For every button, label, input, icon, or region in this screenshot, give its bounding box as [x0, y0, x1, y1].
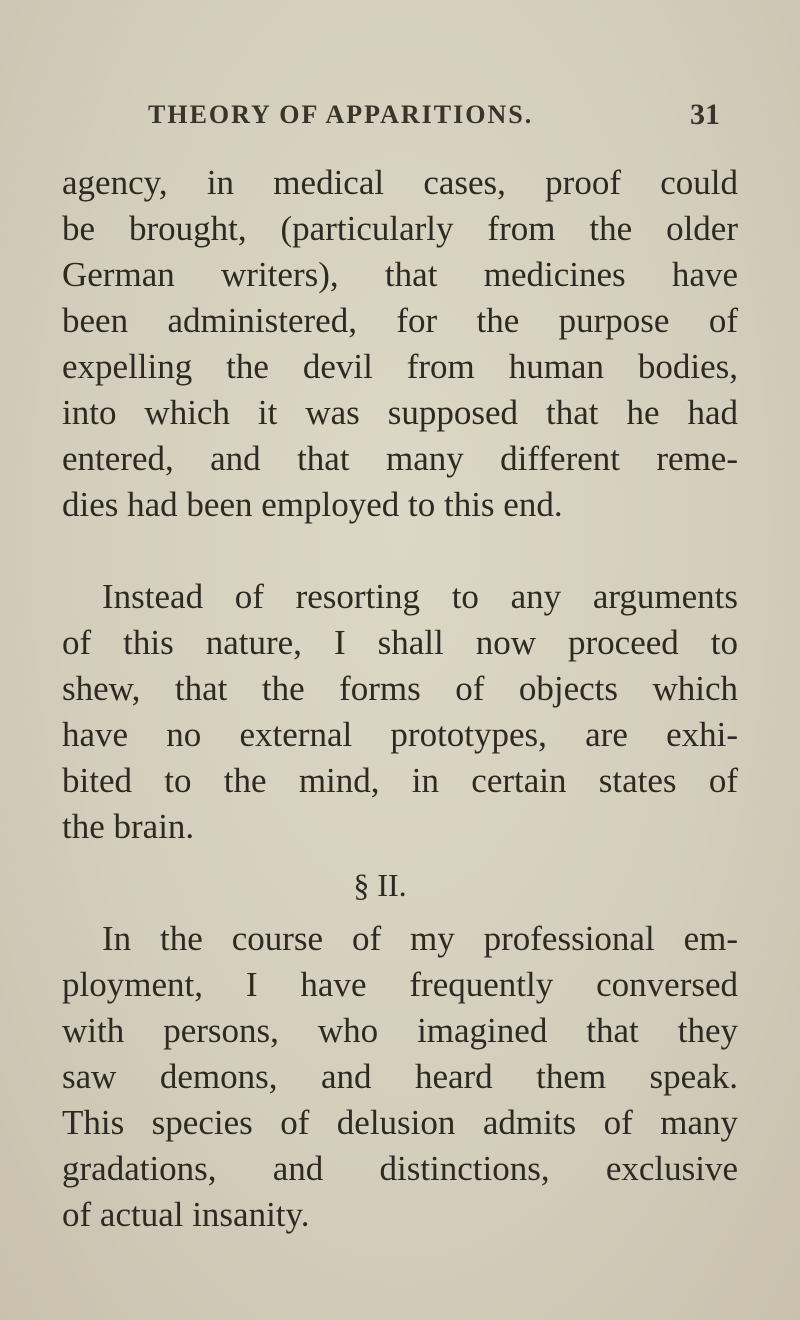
text-line: of this nature, I shall now proceed to: [62, 623, 738, 662]
text-line: of actual insanity.: [62, 1195, 310, 1234]
running-title: THEORY OF APPARITIONS.: [148, 100, 534, 129]
text-line: be brought, (particularly from the older: [62, 209, 738, 248]
text-line: have no external prototypes, are exhi-: [62, 715, 738, 754]
paragraph-spacer: [62, 528, 738, 574]
text-line: expelling the devil from human bodies,: [62, 347, 738, 386]
text-line: agency, in medical cases, proof could: [62, 163, 738, 202]
text-line: Instead of resorting to any arguments: [102, 577, 738, 616]
paragraph-3: [62, 916, 738, 1238]
text-line: with persons, who imagined that they: [62, 1011, 738, 1050]
text-line: entered, and that many different reme-: [62, 439, 738, 478]
text-line: In the course of my professional em-: [102, 919, 738, 958]
text-line: German writers), that medicines have: [62, 255, 738, 294]
text-line: shew, that the forms of objects which: [62, 669, 738, 708]
text-line: dies had been employed to this end.: [62, 485, 563, 524]
text-line: been administered, for the purpose of: [62, 301, 738, 340]
text-line: into which it was supposed that he had: [62, 393, 738, 432]
text-line: gradations, and distinctions, exclusive: [62, 1149, 738, 1188]
text-line: bited to the mind, in certain states of: [62, 761, 738, 800]
text-line: the brain.: [62, 807, 195, 846]
paragraph-1: [62, 160, 738, 528]
running-head: [148, 98, 720, 140]
text-line: This species of delusion admits of many: [62, 1103, 738, 1142]
text-line: saw demons, and heard them speak.: [62, 1057, 738, 1096]
text-line: ployment, I have frequently conversed: [62, 965, 738, 1004]
section-heading: § II.: [353, 867, 407, 903]
paragraph-2: [62, 574, 738, 850]
body-text: [62, 160, 738, 1238]
page-number: 31: [690, 98, 720, 131]
